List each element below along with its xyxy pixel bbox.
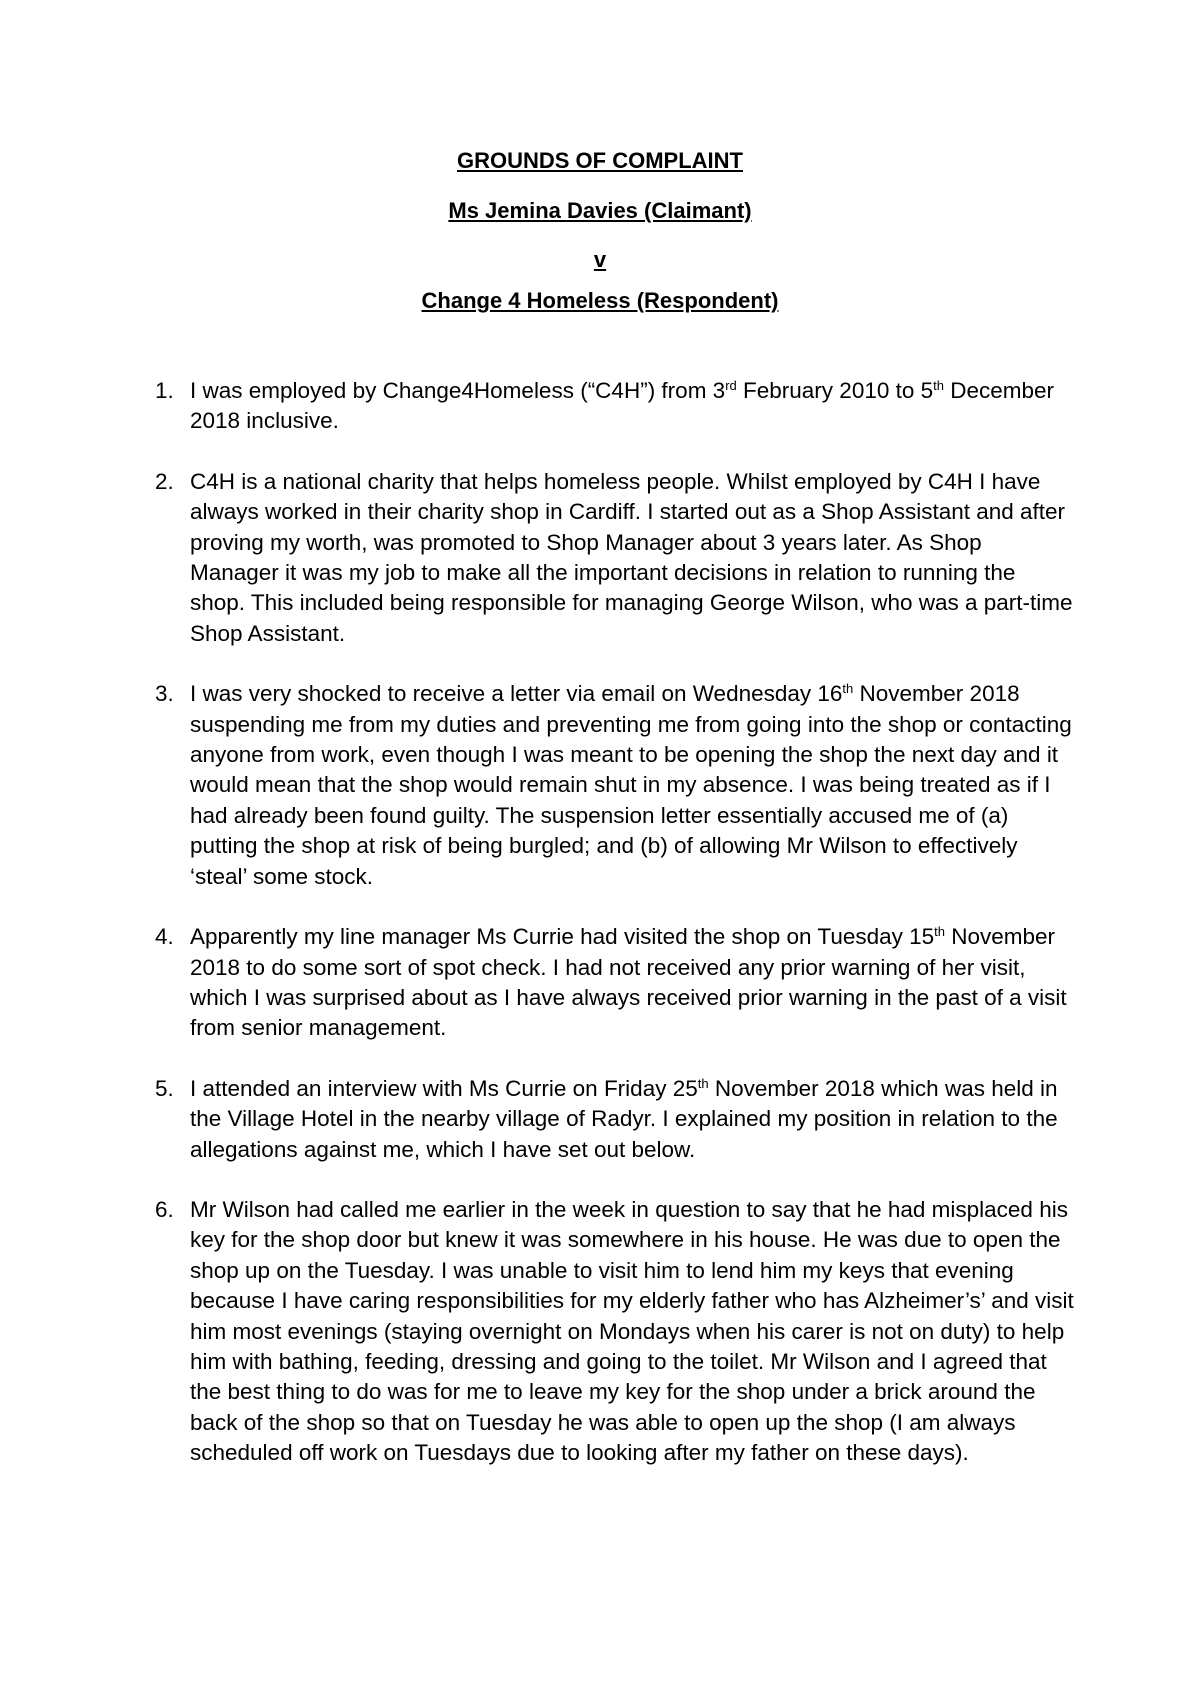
- paragraph-text: [190, 679, 1075, 892]
- paragraph-number: 2.: [155, 468, 174, 494]
- paragraph-number: 5.: [155, 1075, 174, 1101]
- ordinal-suffix: th: [933, 378, 944, 393]
- paragraph-text: [190, 1074, 1075, 1165]
- text-segment: February 2010 to 5: [736, 378, 934, 403]
- text-segment: Apparently my line manager Ms Currie had visited the shop on Tuesday 15: [190, 924, 935, 950]
- text-segment: I was very shocked to receive a letter via email on Wednesday 16: [190, 681, 843, 707]
- paragraph-text: [190, 467, 1075, 649]
- versus-line: v: [593, 247, 607, 272]
- ordinal-suffix: rd: [725, 378, 737, 393]
- paragraph-number: 4.: [155, 924, 174, 950]
- text-segment: December 2018 inclusive.: [190, 378, 1055, 434]
- ordinal-suffix: th: [934, 924, 945, 940]
- paragraph-item: [155, 376, 1075, 437]
- text-segment: C4H is a national charity that helps homeless people. Whilst employed by C4H I have always worked in their charity shop in Cardiff. I started out as a Shop Assistant and after proving my worth, was promoted to Shop Manager about 3 years later. As Shop Manager it was my job to make all the important decisions in relation to running the shop. This included being responsible for managing George Wilson, who was a part-time Shop Assistant.: [190, 468, 1073, 646]
- claimant-line: Ms Jemina Davies (Claimant): [448, 198, 752, 223]
- paragraph-item: [155, 467, 1075, 649]
- ordinal-suffix: th: [697, 1075, 709, 1091]
- paragraph-number: 1.: [155, 378, 174, 403]
- text-segment: November 2018 to do some sort of spot check. I had not received any prior warning of her visit, which I was surprised about as I have always received prior warning in the past of a visit from senior management.: [190, 924, 1067, 1041]
- paragraph-item: [155, 922, 1075, 1044]
- paragraph-text: [190, 1195, 1075, 1469]
- document-title: GROUNDS OF COMPLAINT: [457, 148, 743, 173]
- numbered-paragraph-list: [155, 376, 1075, 1499]
- text-segment: I was employed by Change4Homeless (“C4H”) from 3: [190, 378, 726, 403]
- paragraph-text: [190, 376, 1075, 437]
- paragraph-number: 3.: [155, 681, 174, 707]
- text-segment: November 2018 suspending me from my duties and preventing me from going into the shop or contacting anyone from work, even though I was meant to be opening the shop the next day and it would mean that the shop would remain shut in my absence. I was being treated as if I had already been found guilty. The suspension letter essentially accused me of (a) putting the shop at risk of being burgled; and (b) of allowing Mr Wilson to effectively ‘steal’ some stock.: [190, 681, 1072, 889]
- paragraph-text: [190, 922, 1075, 1044]
- paragraph-item: [155, 1195, 1075, 1469]
- text-segment: Mr Wilson had called me earlier in the week in question to say that he had misplaced his key for the shop door but knew it was somewhere in his house. He was due to open the shop up on the Tuesday. I was unable to visit him to lend him my keys that evening because I have caring responsibilities for my elderly father who has Alzheimer’s’ and visit him most evenings (staying overnight on Mondays when his carer is not on duty) to help him with bathing, feeding, dressing and going to the toilet. Mr Wilson and I agreed that the best thing to do was for me to leave my key for the shop under a brick around the back of the shop so that on Tuesday he was able to open up the shop (I am always scheduled off work on Tuesdays due to looking after my father on these days).: [190, 1196, 1074, 1466]
- text-segment: November 2018 which was held in the Village Hotel in the nearby village of Radyr. I explained my position in relation to the allegations against me, which I have set out below.: [190, 1075, 1058, 1162]
- paragraph-item: [155, 679, 1075, 892]
- respondent-line: Change 4 Homeless (Respondent): [421, 288, 779, 313]
- text-segment: I attended an interview with Ms Currie on Friday 25: [190, 1075, 698, 1101]
- ordinal-suffix: th: [842, 681, 854, 697]
- paragraph-item: [155, 1074, 1075, 1165]
- paragraph-number: 6.: [155, 1196, 174, 1222]
